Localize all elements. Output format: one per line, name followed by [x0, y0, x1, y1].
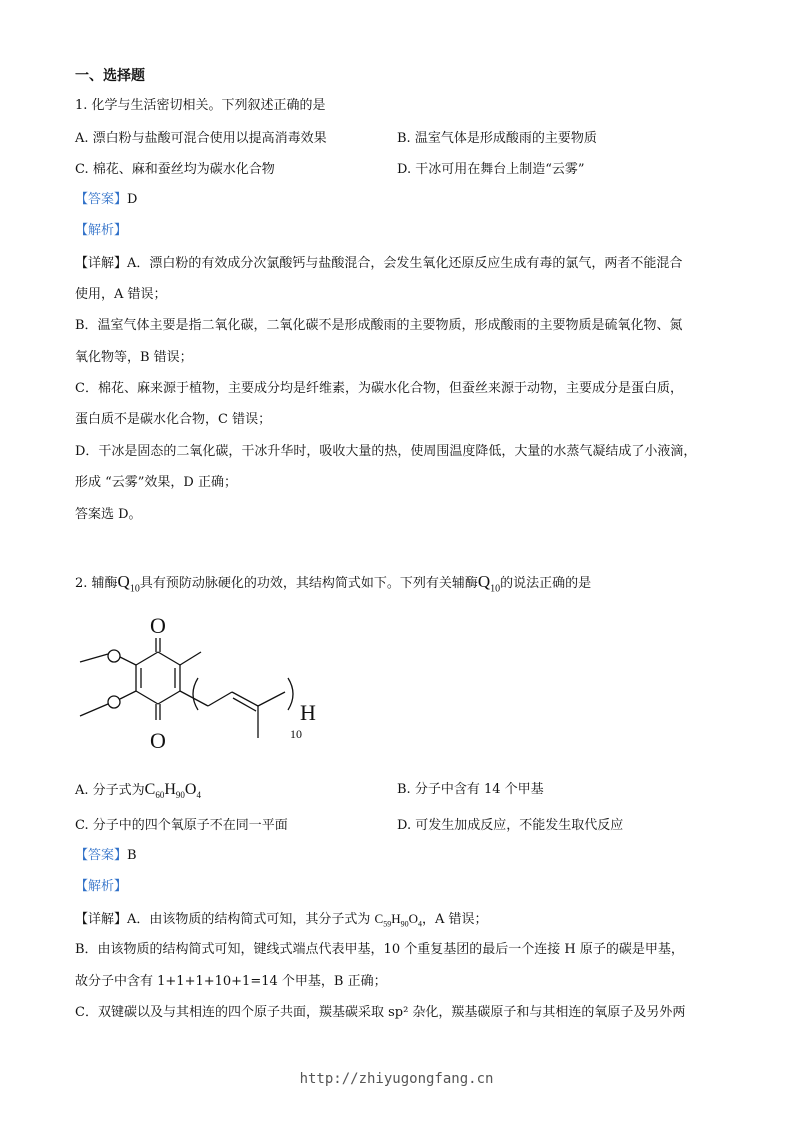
q2-analysis-label: 【解析】 — [75, 879, 128, 894]
answer-value: D — [127, 192, 138, 207]
q2-explanation-line: B．由该物质的结构简式可知，键线式端点代表甲基，10 个重复基团的最后一个连接 H 原子的碳是甲基， — [75, 942, 684, 957]
q2-explanation-line: C．双键碳以及与其相连的四个原子共面，羰基碳采取 sp² 杂化，羰基碳原子和与其相连的氧原子及另外两 — [75, 1005, 686, 1020]
q1-answer — [75, 192, 137, 208]
footer-url[interactable]: http://zhiyugongfang.cn — [299, 1071, 494, 1087]
q1-explanation-line: 形成 “云雾”效果，D 正确； — [75, 475, 237, 490]
answer-value: B — [127, 848, 137, 863]
answer-label: 【答案】 — [75, 192, 128, 207]
q10-symbol: $Q_{10}$ — [117, 572, 140, 595]
q1-analysis-label: 【解析】 — [75, 223, 128, 238]
q2-answer — [75, 848, 137, 864]
q1-explanation-line: 蛋白质不是碳水化合物，C 错误； — [75, 412, 272, 427]
repeat-count-label: 10 — [290, 727, 302, 741]
hydrogen-label: H — [300, 700, 316, 725]
q1-explanation-line: 使用，A 错误； — [75, 287, 167, 302]
question-1-stem: 1. 化学与生活密切相关。下列叙述正确的是 — [75, 98, 326, 113]
q1-option-d: D. 干冰可用在舞台上制造“云雾” — [397, 162, 585, 177]
q2-option-a: A. 分子式为$C_{60}H_{90}O_4$ — [75, 781, 201, 801]
q1-option-c: C. 棉花、麻和蚕丝均为碳水化合物 — [75, 162, 275, 177]
q1-option-a: A. 漂白粉与盐酸可混合使用以提高消毒效果 — [75, 131, 327, 146]
detail-label: 【详解】 — [75, 256, 128, 271]
oxygen-top-label: O — [150, 613, 166, 638]
q1-option-b: B. 温室气体是形成酸雨的主要物质 — [397, 131, 597, 146]
q2-explanation-line: 故分子中含有 1+1+1+10+1=14 个甲基，B 正确； — [75, 974, 387, 989]
q1-explanation-line: B．温室气体主要是指二氧化碳，二氧化碳不是形成酸雨的主要物质，形成酸雨的主要物质是硫氧化物、氮 — [75, 318, 683, 333]
q1-explanation-line: 氧化物等，B 错误； — [75, 350, 193, 365]
q2-explanation-line: 【详解】A．由该物质的结构简式可知，其分子式为 $C_{59}H_{90}O_4$，A 错误； — [75, 911, 488, 929]
q2-option-d: D. 可发生加成反应，不能发生取代反应 — [397, 818, 624, 833]
q1-explanation-line: 答案选 D。 — [75, 507, 142, 522]
q10-symbol: $Q_{10}$ — [477, 572, 501, 595]
q2-option-c: C. 分子中的四个氧原子不在同一平面 — [75, 818, 288, 833]
q1-explanation-line: 【详解】A．漂白粉的有效成分次氯酸钙与盐酸混合，会发生氧化还原反应生成有毒的氯气，两者不能混合 — [75, 256, 683, 271]
oxygen-bottom-label: O — [150, 728, 166, 753]
question-2-stem: 2. 辅酶$Q_{10}$具有预防动脉硬化的功效，其结构简式如下。下列有关辅酶$Q_{10}$的说法正确的是 — [75, 572, 592, 595]
q1-explanation-line: C．棉花、麻来源于植物，主要成分均是纤维素，为碳水化合物，但蚕丝来源于动物，主要成分是蛋白质， — [75, 381, 683, 396]
detail-label: 【详解】 — [75, 912, 128, 927]
formula: $C_{60}H_{90}O_4$ — [144, 781, 201, 801]
formula: $C_{59}H_{90}O_4$ — [374, 911, 422, 929]
answer-label: 【答案】 — [75, 848, 128, 863]
q1-explanation-line: D．干冰是固态的二氧化碳，干冰升华时，吸收大量的热，使周围温度降低，大量的水蒸气凝结成了小液滴， — [75, 444, 697, 459]
coenzyme-q10-structure — [70, 606, 330, 756]
q2-option-b: B. 分子中含有 14 个甲基 — [397, 782, 544, 797]
section-title: 一、选择题 — [75, 68, 145, 84]
